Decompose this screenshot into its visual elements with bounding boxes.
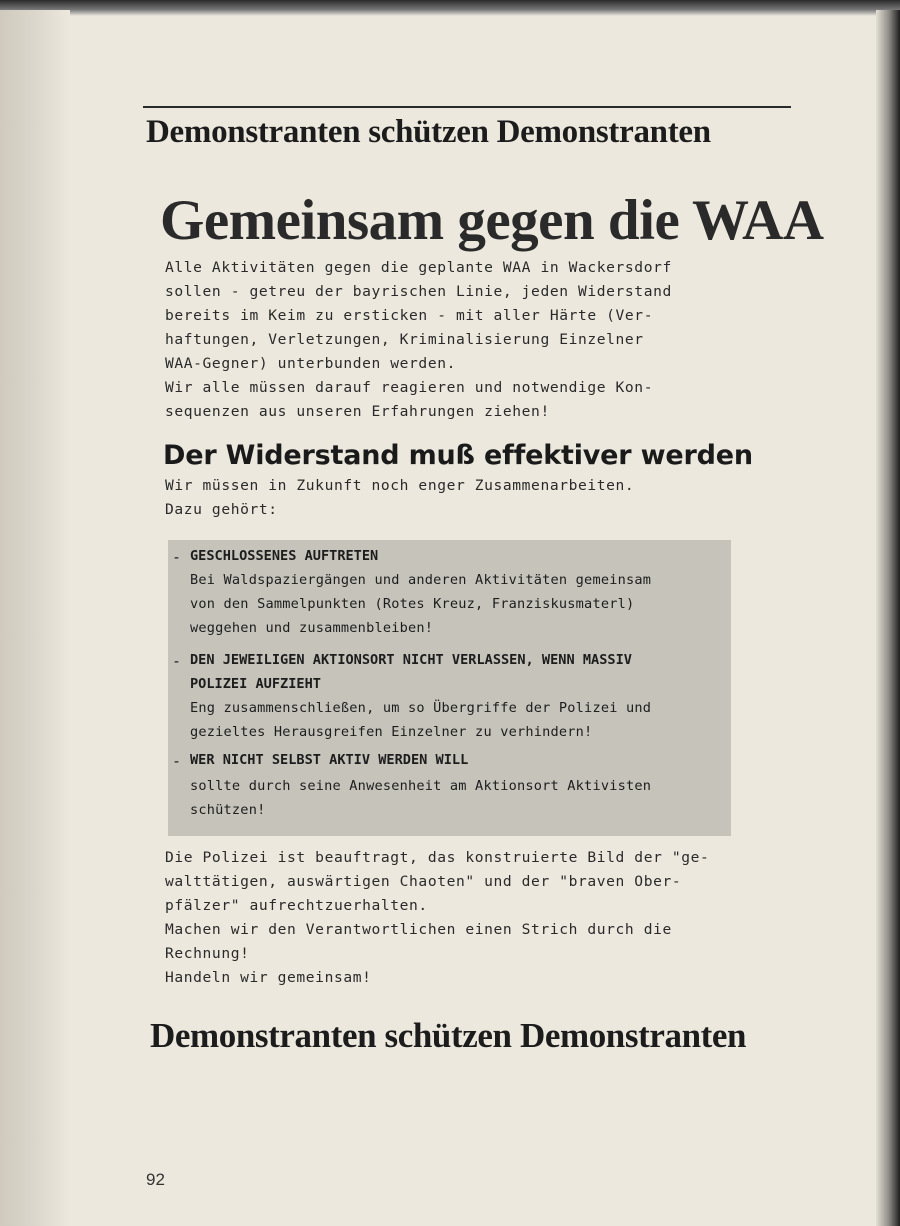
closing-line: Handeln wir gemeinsam! [165, 969, 372, 986]
section-intro-paragraph [165, 474, 634, 522]
closing-line: Machen wir den Verantwortlichen einen Strich durch die [165, 921, 672, 938]
demand-dash: - [172, 652, 182, 670]
demand-body-line: Bei Waldspaziergängen und anderen Aktivitäten gemeinsam [190, 572, 652, 588]
intro-line: sequenzen aus unseren Erfahrungen ziehen! [165, 403, 550, 420]
section-heading: Der Widerstand muß effektiver werden [163, 440, 753, 471]
main-title: Gemeinsam gegen die WAA [160, 189, 824, 252]
closing-line: pfälzer" aufrechtzuerhalten. [165, 897, 428, 914]
demand-heading: WER NICHT SELBST AKTIV WERDEN WILL [190, 752, 469, 768]
scan-top-shadow [0, 0, 900, 16]
demand-heading: GESCHLOSSENES AUFTRETEN [190, 548, 379, 564]
intro-line: WAA-Gegner) unterbunden werden. [165, 355, 456, 372]
demand-dash: - [172, 752, 182, 770]
bottom-headline: Demonstranten schützen Demonstranten [150, 1016, 747, 1055]
demand-body-line: weggehen und zusammenbleiben! [190, 620, 434, 636]
header-rule [143, 106, 791, 108]
demand-body-line: sollte durch seine Anwesenheit am Aktionsort Aktivisten [190, 778, 652, 794]
demand-body-line: von den Sammelpunkten (Rotes Kreuz, Franziskusmaterl) [190, 596, 635, 612]
demand-dash: - [172, 548, 182, 566]
intro-line: haftungen, Verletzungen, Kriminalisierung Einzelner [165, 331, 644, 348]
intro-line: Alle Aktivitäten gegen die geplante WAA in Wackersdorf [165, 259, 672, 276]
demand-body-line: schützen! [190, 802, 266, 818]
demand-heading: POLIZEI AUFZIEHT [190, 676, 321, 692]
section-intro-line: Dazu gehört: [165, 501, 278, 518]
closing-line: walttätigen, auswärtigen Chaoten" und der "braven Ober- [165, 873, 682, 890]
page-binding-edge [0, 10, 70, 1226]
closing-paragraph [165, 846, 709, 990]
demand-heading: DEN JEWEILIGEN AKTIONSORT NICHT VERLASSEN, WENN MASSIV [190, 652, 632, 668]
intro-line: Wir alle müssen darauf reagieren und notwendige Kon- [165, 379, 654, 396]
page-number: 92 [146, 1170, 165, 1189]
top-headline: Demonstranten schützen Demonstranten [146, 114, 711, 150]
intro-line: sollen - getreu der bayrischen Linie, jeden Widerstand [165, 283, 672, 300]
demand-body-line: gezieltes Herausgreifen Einzelner zu verhindern! [190, 724, 593, 740]
page-right-edge [876, 10, 900, 1226]
closing-line: Die Polizei ist beauftragt, das konstruierte Bild der "ge- [165, 849, 710, 866]
demands-box [168, 540, 731, 836]
intro-paragraph [165, 256, 672, 424]
demand-body-line: Eng zusammenschließen, um so Übergriffe der Polizei und [190, 700, 652, 716]
intro-line: bereits im Keim zu ersticken - mit aller Härte (Ver- [165, 307, 654, 324]
closing-line: Rechnung! [165, 945, 250, 962]
section-intro-line: Wir müssen in Zukunft noch enger Zusammenarbeiten. [165, 477, 635, 494]
